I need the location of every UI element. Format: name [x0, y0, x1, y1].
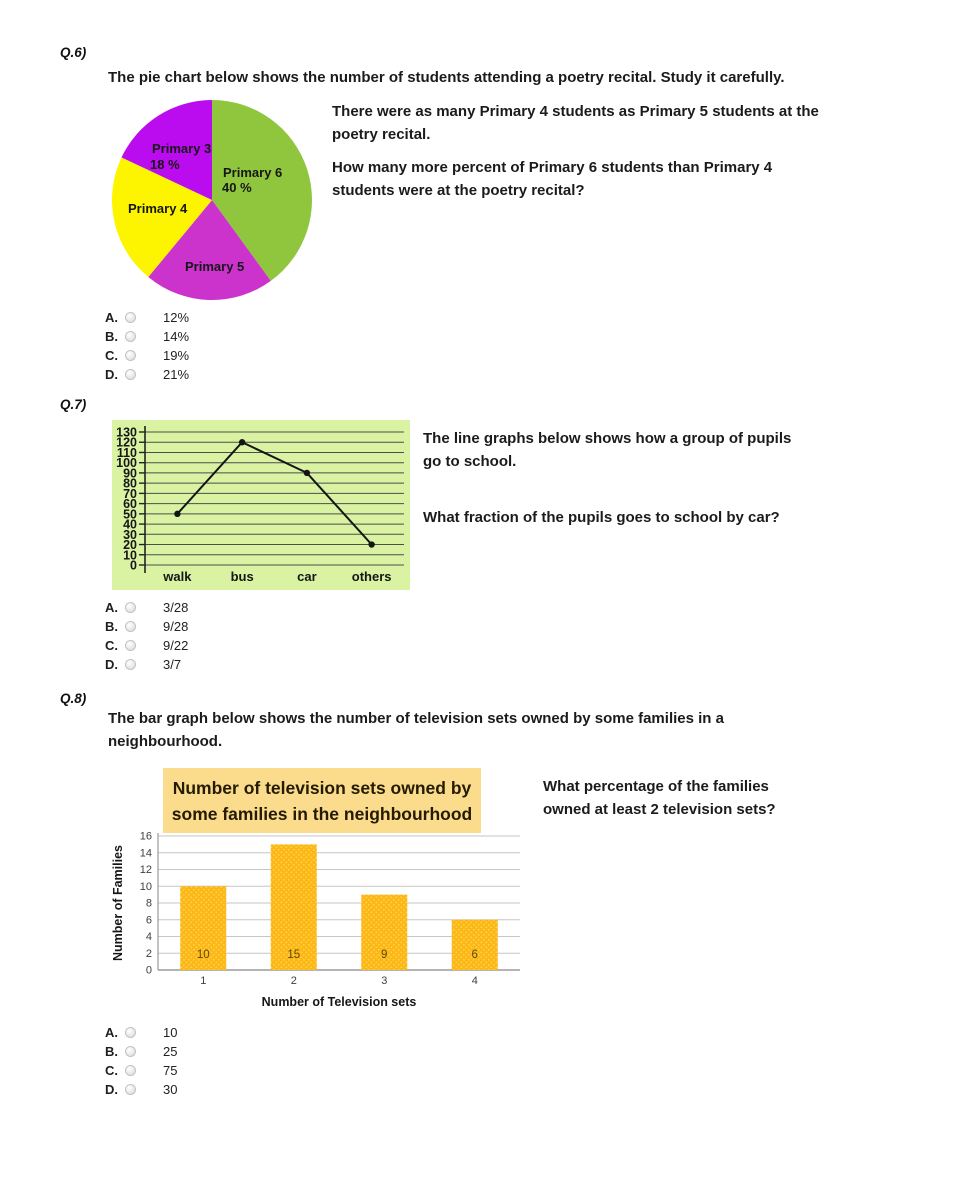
radio-button[interactable] — [125, 312, 136, 323]
svg-text:30: 30 — [123, 527, 137, 542]
svg-text:Number of Television sets: Number of Television sets — [261, 995, 417, 1009]
svg-text:80: 80 — [123, 476, 137, 491]
q6-pie-chart — [105, 96, 319, 308]
q7-options — [105, 598, 188, 674]
radio-button[interactable] — [125, 1046, 136, 1057]
svg-text:10: 10 — [196, 949, 210, 961]
radio-button[interactable] — [125, 369, 136, 380]
option-letter: D. — [105, 657, 118, 672]
option-value: 30 — [163, 1082, 178, 1097]
svg-text:0: 0 — [145, 964, 152, 977]
option-value: 12% — [163, 310, 190, 325]
option-row — [105, 636, 188, 655]
svg-text:10: 10 — [139, 880, 152, 893]
svg-text:20: 20 — [123, 538, 137, 553]
svg-text:9: 9 — [381, 949, 388, 961]
option-value: 10 — [163, 1025, 178, 1040]
radio-button[interactable] — [125, 621, 136, 632]
svg-text:18 %: 18 % — [150, 157, 180, 172]
svg-text:70: 70 — [123, 486, 137, 501]
svg-text:2: 2 — [290, 975, 297, 987]
option-row — [105, 1061, 177, 1080]
svg-text:walk: walk — [163, 569, 192, 584]
svg-text:15: 15 — [287, 949, 301, 961]
radio-button[interactable] — [125, 350, 136, 361]
option-value: 21% — [163, 367, 190, 382]
svg-text:Primary 6: Primary 6 — [223, 165, 283, 180]
q8-chart-title: Number of television sets owned by some families in the neighbourhood — [163, 768, 481, 833]
svg-text:90: 90 — [123, 466, 137, 481]
radio-button[interactable] — [125, 602, 136, 613]
q7-number: Q.7) — [60, 397, 87, 412]
option-row — [105, 365, 189, 384]
q8-intro: The bar graph below shows the number of television sets owned by some families in a neighbourhood. — [108, 710, 724, 750]
q8-bar-chart — [100, 826, 560, 1021]
option-row — [105, 655, 188, 674]
option-letter: C. — [105, 1063, 118, 1078]
q8-side-text-1: What percentage of the families owned at least 2 television sets? — [543, 778, 776, 818]
svg-text:14: 14 — [139, 847, 152, 860]
option-row — [105, 346, 189, 365]
svg-text:100: 100 — [116, 456, 137, 471]
svg-text:16: 16 — [139, 830, 152, 843]
svg-text:12: 12 — [139, 864, 152, 876]
radio-button[interactable] — [125, 331, 136, 342]
option-value: 9/28 — [163, 619, 189, 634]
svg-text:60: 60 — [123, 497, 137, 512]
option-letter: A. — [105, 1025, 118, 1040]
option-value: 3/28 — [163, 600, 189, 615]
option-letter: A. — [105, 310, 118, 325]
option-row — [105, 1023, 177, 1042]
radio-button[interactable] — [125, 1065, 136, 1076]
svg-text:others: others — [351, 569, 392, 584]
svg-text:8: 8 — [145, 897, 152, 910]
svg-text:4: 4 — [471, 975, 478, 987]
svg-text:4: 4 — [145, 931, 152, 943]
option-letter: B. — [105, 619, 118, 634]
svg-text:Primary 4: Primary 4 — [128, 201, 188, 216]
option-row — [105, 1042, 177, 1061]
q7-line-chart — [112, 420, 410, 590]
svg-text:110: 110 — [116, 445, 137, 460]
option-row — [105, 1080, 177, 1099]
option-row — [105, 308, 189, 327]
svg-text:2: 2 — [145, 947, 152, 960]
q7-side-text-1: The line graphs below shows how a group of pupils go to school. — [423, 430, 792, 470]
option-row — [105, 598, 188, 617]
svg-text:Primary 5: Primary 5 — [185, 259, 245, 274]
option-value: 75 — [163, 1063, 178, 1078]
svg-text:130: 130 — [116, 425, 137, 440]
radio-button[interactable] — [125, 640, 136, 651]
svg-text:car: car — [297, 569, 317, 584]
q7-side-text-2: What fraction of the pupils goes to school by car? — [423, 509, 780, 526]
svg-text:0: 0 — [130, 558, 137, 573]
radio-button[interactable] — [125, 1027, 136, 1038]
svg-text:40 %: 40 % — [222, 180, 252, 195]
q6-intro: The pie chart below shows the number of students attending a poetry recital. Study it carefully. — [108, 69, 785, 86]
svg-text:Number of Families: Number of Families — [111, 845, 125, 961]
svg-text:50: 50 — [123, 507, 137, 522]
q6-options — [105, 308, 189, 384]
svg-text:Primary 3: Primary 3 — [152, 141, 212, 156]
svg-text:120: 120 — [116, 435, 137, 450]
option-letter: B. — [105, 1044, 118, 1059]
option-letter: D. — [105, 367, 118, 382]
option-letter: C. — [105, 348, 118, 363]
option-value: 9/22 — [163, 638, 189, 653]
radio-button[interactable] — [125, 659, 136, 670]
svg-text:3: 3 — [381, 975, 388, 987]
option-value: 3/7 — [163, 657, 182, 672]
svg-text:1: 1 — [200, 975, 207, 987]
q6-side-text-2: How many more percent of Primary 6 students than Primary 4 students were at the poetry recital? — [332, 159, 773, 199]
svg-text:6: 6 — [471, 949, 478, 961]
option-letter: B. — [105, 329, 118, 344]
svg-text:6: 6 — [145, 914, 152, 927]
svg-text:40: 40 — [123, 517, 137, 532]
radio-button[interactable] — [125, 1084, 136, 1095]
q8-options — [105, 1023, 177, 1099]
option-row — [105, 617, 188, 636]
option-letter: C. — [105, 638, 118, 653]
svg-text:10: 10 — [123, 548, 137, 563]
option-row — [105, 327, 189, 346]
q7-line-chart-svg — [112, 420, 410, 590]
q8-number: Q.8) — [60, 691, 87, 706]
q6-side-text-1: There were as many Primary 4 students as Primary 5 students at the poetry recital. — [332, 103, 819, 143]
option-letter: A. — [105, 600, 118, 615]
option-value: 19% — [163, 348, 190, 363]
option-value: 25 — [163, 1044, 178, 1059]
svg-text:bus: bus — [230, 569, 254, 584]
option-value: 14% — [163, 329, 190, 344]
q6-number: Q.6) — [60, 45, 87, 60]
option-letter: D. — [105, 1082, 118, 1097]
